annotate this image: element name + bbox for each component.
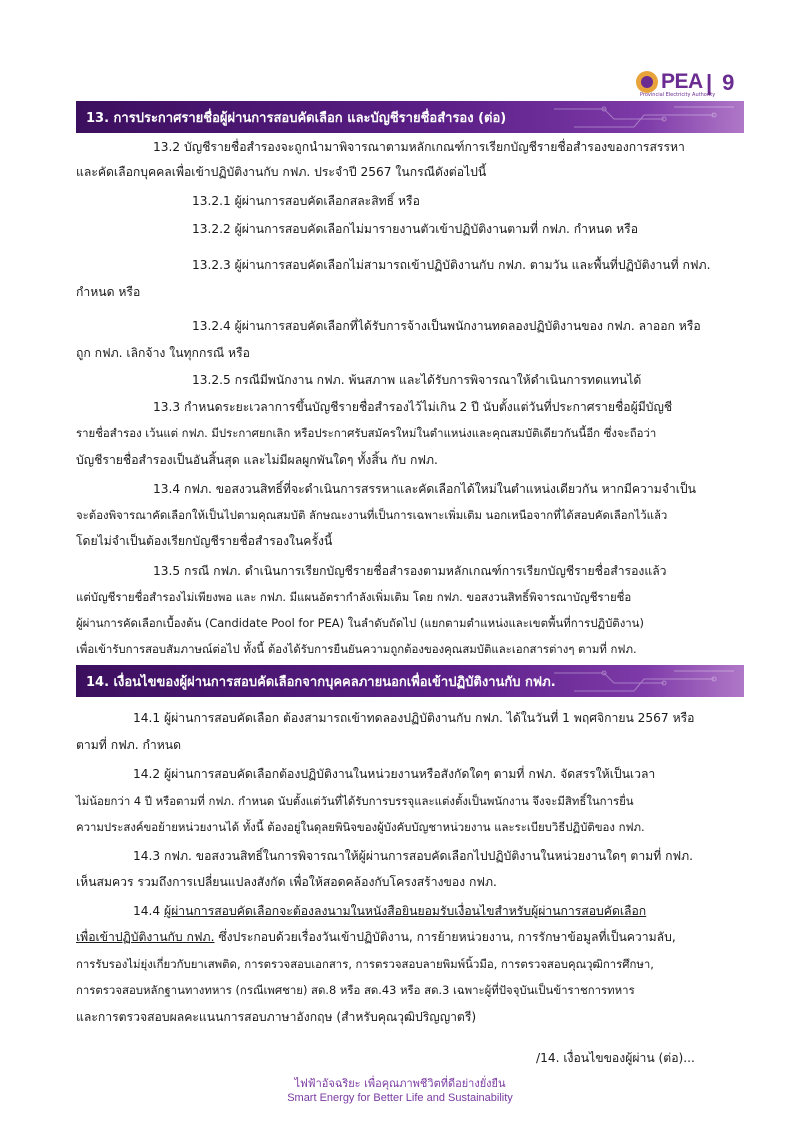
para-14-4-underlined-1: ผู้ผ่านการสอบคัดเลือกจะต้องลงนามในหนังสือยินยอมรับเงื่อนไขสำหรับผู้ผ่านการสอบคัดเลือก — [164, 904, 647, 918]
para-14-4-line-3: การรับรองไม่ยุ่งเกี่ยวกับยาเสพติด, การตรวจสอบเอกสาร, การตรวจสอบลายพิมพ์นิ้วมือ, การตรวจสอบคุณวุฒิการศึกษา, — [76, 957, 654, 971]
pea-emblem-icon — [636, 71, 658, 93]
circuit-decoration-icon — [544, 665, 744, 697]
para-14-1-line-2: ตามที่ กฟภ. กำหนด — [76, 738, 181, 752]
continuation-note: /14. เงื่อนไขของผู้ผ่าน (ต่อ)... — [536, 1051, 695, 1065]
para-14-1-line-1: 14.1 ผู้ผ่านการสอบคัดเลือก ต้องสามารถเข้าทดลองปฏิบัติงานกับ กฟภ. ได้ในวันที่ 1 พฤศจิกายน 2567 หรือ — [133, 711, 695, 725]
item-13-2-4-line-1: 13.2.4 ผู้ผ่านการสอบคัดเลือกที่ได้รับการจ้างเป็นพนักงานทดลองปฏิบัติงานของ กฟภ. ลาออก หรือ — [192, 319, 701, 333]
para-14-2-line-2: ไม่น้อยกว่า 4 ปี หรือตามที่ กฟภ. กำหนด นับตั้งแต่วันที่ได้รับการบรรจุและแต่งตั้งเป็นพนักงาน จึงจะมีสิทธิ์ในการยื่น — [76, 794, 634, 808]
para-13-3-line-1: 13.3 กำหนดระยะเวลาการขึ้นบัญชีรายชื่อสำรองไว้ไม่เกิน 2 ปี นับตั้งแต่วันที่ประกาศรายชื่อผู้มีบัญชี — [153, 400, 673, 414]
logo-text: PEA — [661, 70, 703, 93]
page-number: 9 — [722, 70, 735, 95]
footer-english-slogan: Smart Energy for Better Life and Sustainability — [287, 1092, 513, 1104]
para-14-4-number: 14.4 — [133, 904, 165, 918]
para-14-2-line-3: ความประสงค์ขอย้ายหน่วยงานได้ ทั้งนี้ ต้องอยู่ในดุลยพินิจของผู้บังคับบัญชาหน่วยงาน และระเบียบวิธีปฏิบัติของ กฟภ. — [76, 820, 645, 834]
para-14-4-line-1 — [133, 903, 646, 919]
item-13-2-1: 13.2.1 ผู้ผ่านการสอบคัดเลือกสละสิทธิ์ หรือ — [192, 194, 420, 208]
item-13-2-3-line-1: 13.2.3 ผู้ผ่านการสอบคัดเลือกไม่สามารถเข้าปฏิบัติงานกับ กฟภ. ตามวัน และพื้นที่ปฏิบัติงานที่ กฟภ. — [192, 258, 711, 272]
pea-logo — [636, 70, 716, 98]
page-separator: | — [706, 70, 713, 95]
para-13-3-line-3: บัญชีรายชื่อสำรองเป็นอันสิ้นสุด และไม่มีผลผูกพันใดๆ ทั้งสิ้น กับ กฟภ. — [76, 453, 438, 467]
para-13-5-line-3: ผู้ผ่านการคัดเลือกเบื้องต้น (Candidate Pool for PEA) ในลำดับถัดไป (แยกตามตำแหน่งและเขตพื้นที่การปฏิบัติงาน) — [76, 616, 644, 630]
para-13-2-line-2: และคัดเลือกบุคคลเพื่อเข้าปฏิบัติงานกับ กฟภ. ประจำปี 2567 ในกรณีดังต่อไปนี้ — [76, 165, 487, 179]
footer-thai-slogan: ไฟฟ้าอัจฉริยะ เพื่อคุณภาพชีวิตที่ดีอย่างยั่งยืน — [294, 1077, 506, 1090]
section-13-title: 13. การประกาศรายชื่อผู้ผ่านการสอบคัดเลือก และบัญชีรายชื่อสำรอง (ต่อ) — [86, 110, 507, 126]
circuit-decoration-icon — [544, 101, 744, 133]
para-13-4-line-2: จะต้องพิจารณาคัดเลือกให้เป็นไปตามคุณสมบัติ ลักษณะงานที่เป็นการเฉพาะเพิ่มเติม นอกเหนือจากที่ได้สอบคัดเลือกไว้แล้ว — [76, 508, 668, 522]
para-14-4-line-4: การตรวจสอบหลักฐานทางทหาร (กรณีเพศชาย) สด.8 หรือ สด.43 หรือ สด.3 เฉพาะผู้ที่ปัจจุบันเป็นข้าราชการทหาร — [76, 983, 635, 997]
para-13-5-line-2: แต่บัญชีรายชื่อสำรองไม่เพียงพอ และ กฟภ. มีแผนอัตรากำลังเพิ่มเติม โดย กฟภ. ขอสงวนสิทธิ์พิจารณาบัญชีรายชื่อ — [76, 590, 632, 604]
item-13-2-2: 13.2.2 ผู้ผ่านการสอบคัดเลือกไม่มารายงานตัวเข้าปฏิบัติงานตามที่ กฟภ. กำหนด หรือ — [192, 222, 639, 236]
para-13-2-line-1: 13.2 บัญชีรายชื่อสำรองจะถูกนำมาพิจารณาตามหลักเกณฑ์การเรียกบัญชีรายชื่อสำรองของการสรรหา — [153, 140, 685, 154]
para-14-4-line-5: และการตรวจสอบผลคะแนนการสอบภาษาอังกฤษ (สำหรับคุณวุฒิปริญญาตรี) — [76, 1010, 477, 1024]
para-13-5-line-1: 13.5 กรณี กฟภ. ดำเนินการเรียกบัญชีรายชื่อสำรองตามหลักเกณฑ์การเรียกบัญชีรายชื่อสำรองแล้ว — [153, 564, 667, 578]
para-14-3-line-2: เห็นสมควร รวมถึงการเปลี่ยนแปลงสังกัด เพื่อให้สอดคล้องกับโครงสร้างของ กฟภ. — [76, 875, 497, 889]
section-14-title: 14. เงื่อนไขของผู้ผ่านการสอบคัดเลือกจากบุคคลภายนอกเพื่อเข้าปฏิบัติงานกับ กฟภ. — [86, 674, 556, 690]
para-13-4-line-3: โดยไม่จำเป็นต้องเรียกบัญชีรายชื่อสำรองในครั้งนี้ — [76, 534, 333, 548]
para-14-4-line-2-rest: ซึ่งประกอบด้วยเรื่องวันเข้าปฏิบัติงาน, การย้ายหน่วยงาน, การรักษาข้อมูลที่เป็นความลับ, — [214, 930, 676, 944]
para-14-4-line-2 — [76, 929, 676, 945]
item-13-2-4-line-2: ถูก กฟภ. เลิกจ้าง ในทุกกรณี หรือ — [76, 346, 250, 360]
para-14-3-line-1: 14.3 กฟภ. ขอสงวนสิทธิ์ในการพิจารณาให้ผู้ผ่านการสอบคัดเลือกไปปฏิบัติงานในหน่วยงานใดๆ ตามที่ กฟภ. — [133, 849, 694, 863]
para-14-4-underlined-2: เพื่อเข้าปฏิบัติงานกับ กฟภ. — [76, 930, 215, 944]
section-14-header — [76, 665, 744, 697]
page-number-block — [706, 70, 734, 96]
item-13-2-3-line-2: กำหนด หรือ — [76, 285, 141, 299]
section-13-header — [76, 101, 744, 133]
para-14-2-line-1: 14.2 ผู้ผ่านการสอบคัดเลือกต้องปฏิบัติงานในหน่วยงานหรือสังกัดใดๆ ตามที่ กฟภ. จัดสรรให้เป็นเวลา — [133, 767, 656, 781]
item-13-2-5: 13.2.5 กรณีมีพนักงาน กฟภ. พ้นสภาพ และได้รับการพิจารณาให้ดำเนินการทดแทนได้ — [192, 373, 642, 387]
para-13-3-line-2: รายชื่อสำรอง เว้นแต่ กฟภ. มีประกาศยกเลิก หรือประกาศรับสมัครใหม่ในตำแหน่งและคุณสมบัติเดียวกันนี้อีก ซึ่งจะถือว่า — [76, 426, 657, 440]
para-13-4-line-1: 13.4 กฟภ. ขอสงวนสิทธิ์ที่จะดำเนินการสรรหาและคัดเลือกได้ใหม่ในตำแหน่งเดียวกัน หากมีความจำเป็น — [153, 482, 696, 496]
para-13-5-line-4: เพื่อเข้ารับการสอบสัมภาษณ์ต่อไป ทั้งนี้ ต้องได้รับการยืนยันความถูกต้องของคุณสมบัติและเอกสารต่างๆ ตามที่ กฟภ. — [76, 642, 637, 656]
logo-subtext: Provincial Electricity Authority — [640, 92, 716, 98]
